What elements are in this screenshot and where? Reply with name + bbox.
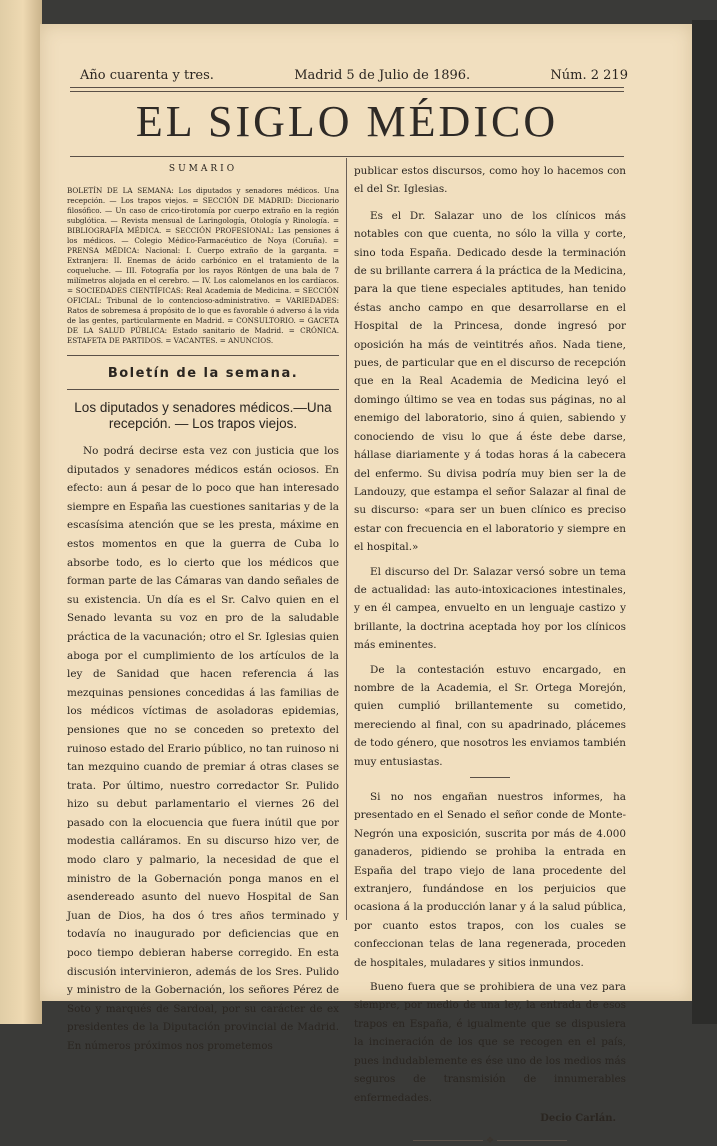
page-header: [80, 68, 628, 83]
article-body-left: No podrá decirse esta vez con justicia que los diputados y senadores médicos están ociosos. En efecto: aun á pesar de lo poco que han interesado siempre en España las cuestiones sanitarias y de la escasísima atención que se les presta, máxime en estos momentos en que la guerra de Cuba lo absorbe todo, es lo cierto que los médicos que forman parte de las Cámaras van dando señales de su existencia. Un día es el Sr. Calvo quien en el Senado levanta su voz en pro de la saludable práctica de la vacunación; otro el Sr. Iglesias quien aboga por el cumplimiento de los artículos de la ley de Sanidad que hacen referencia á las mezquinas pensiones concedidas á las familias de los médicos víctimas de asoladoras epidemias, pensiones que no se conceden so pretexto del ruinoso estado del Erario público, no tan ruinoso ni tan mezquino cuando de premiar á otras clases se trata. Por último, nuestro corredactor Sr. Pulido hizo su debut parlamentario el viernes 26 del pasado con la elocuencia que fuera inútil que por modestia calláramos. En su discurso hizo ver, de modo claro y palmario, la necesidad de que el ministro de la Gobernación ponga manos en el asendereado asunto del nuevo Hospital de San Juan de Dios, ha dos ó tres años terminado y todavía no inaugurado por deficiencias que en poco tiempo debieran haberse corregido. En esta discusión intervinieron, además de los Sres. Pulido y ministro de la Gobernación, los señores Pérez de Soto y marqués de Sardoal, por su carácter de ex presidentes de la Diputación provincial de Madrid. En números próximos nos prometemos: [67, 445, 339, 1052]
ornament-divider: ❖: [354, 1136, 626, 1146]
paragraph-trapos: Si no nos engañan nuestros informes, ha presentado en el Senado el señor conde de Monte-Negrón una exposición, suscrita por más de 4.000 ganaderos, pidiendo se prohiba la entrada en España del trapo viejo de lana procedente del extranjero, fundándose en los perjuicios que ocasiona á la producción lanar y á la salud pública, por cuanto estos trapos, con los cuales se confeccionan telas de lana regenerada, proceden de hospitales, muladares y sitios inmundos.: [354, 791, 626, 969]
paragraph-ley: Bueno fuera que se prohibiera de una vez para siempre, por medio de una ley, la entrada de esos trapos en España, é igualmente que se dispusiera la incineración de los que se recogen en el país, pues indudablemente es ése uno de los medios más seguros de transmisión de innumerables enfermedades.: [354, 981, 627, 1104]
header-rule-double: [70, 91, 624, 92]
header-year: Año cuarenta y tres.: [80, 68, 214, 83]
section-rule: [67, 389, 339, 390]
left-column: [67, 164, 339, 1056]
background-edge: [692, 20, 717, 1024]
boletin-title: Boletín de la semana.: [107, 366, 299, 381]
section-divider: [470, 777, 510, 778]
header-number: Núm. 2 219: [550, 68, 628, 83]
author-signature: Decio Carlán.: [540, 1112, 616, 1124]
header-rule: [70, 87, 624, 88]
paragraph-salazar: Es el Dr. Salazar uno de los clínicos más notables con que cuenta, no sólo la villa y corte, sino toda España. Dedicado desde la terminación de su brillante carrera á la práctica de la Medicina, para la que tiene especiales aptitudes, han tenido éstas ancho campo en que desarrollarse en el Hospital de la Princesa, donde ingresó por oposición ha más de veintitrés años. Nada tiene, pues, de particular que en el discurso de recepción que en la Real Academia de Medicina leyó el domingo último se vea en todas sus páginas, no al enemigo del laboratorio, sino á quien, sabiendo y conociendo de visu lo que á éste debe darse, hállase diariamente y á todas horas á la cabecera del enfermo. Su divisa podría muy bien ser la de Landouzy, que estampa el señor Salazar al final de su discurso: «para ser un buen clínico es preciso estar con frecuencia en el laboratorio y siempre en el hospital.»: [354, 209, 626, 554]
masthead-rule: [70, 156, 624, 157]
masthead-title: EL SIGLO MÉDICO: [135, 97, 559, 146]
right-column: [354, 162, 626, 1146]
section-rule: [67, 355, 339, 356]
article-headline: Los diputados y senadores médicos.—Una recepción. — Los trapos viejos.: [74, 400, 332, 431]
paragraph-contestacion: De la contestación estuvo encargado, en nombre de la Academia, el Sr. Ortega Morejón, quien cumplió brillantemente su cometido, mereciendo al final, con su apadrinado, plácemes de todo género, que nosotros les enviamos también muy entusiastas.: [354, 663, 626, 768]
header-date: Madrid 5 de Julio de 1896.: [294, 68, 471, 83]
sumario-text: BOLETÍN DE LA SEMANA: Los diputados y senadores médicos. Una recepción. — Los trapos viejos. = SECCIÓN DE MADRID: Diccionario filosófico. — Un caso de crico-tirotomía por cuerpo extraño en la región subglótica. — Revista mensual de Laringología, Otología y Rinología. = BIBLIOGRAFÍA MÉDICA. = SECCIÓN PROFESIONAL: Las pensiones á los médicos. — Colegio Médico-Farmacéutico de Noya (Coruña). = PRENSA MÉDICA: Nacional: I. Cuerpo extraño de la garganta. = Extranjera: II. Enemas de ácido carbónico en el tratamiento de la coqueluche. — III. Fotografía por los rayos Röntgen de una bala de 7 milímetros alojada en el cerebro. — IV. Los calomelanos en los cardíacos. = SOCIEDADES CIENTÍFICAS: Real Academia de Medicina. = SECCIÓN OFICIAL: Tribunal de lo contencioso-administrativo. = VARIEDADES: Ratos de sobremesa á propósito de lo que es favorable ó adverso á la vida de las gentes, particularmente en Madrid. = CONSULTORIO. = GACETA DE LA SALUD PÚBLICA: Estado sanitario de Madrid. = CRÓNICA. ESTAFETA DE PARTIDOS. = VACANTES. = ANUNCIOS.: [67, 186, 339, 345]
paragraph-discurso: El discurso del Dr. Salazar versó sobre un tema de actualidad: las auto-intoxicaciones intestinales, y en él campea, envuelto en un lenguaje castizo y brillante, la doctrina aceptada hoy por los clínicos más eminentes.: [354, 565, 626, 652]
sumario-title: SUMARIO: [168, 164, 238, 174]
paragraph-continuation: publicar estos discursos, como hoy lo hacemos con el del Sr. Iglesias.: [354, 165, 626, 196]
newspaper-page: [40, 24, 692, 1146]
column-divider: [346, 158, 347, 920]
book-spine: [0, 0, 42, 1024]
